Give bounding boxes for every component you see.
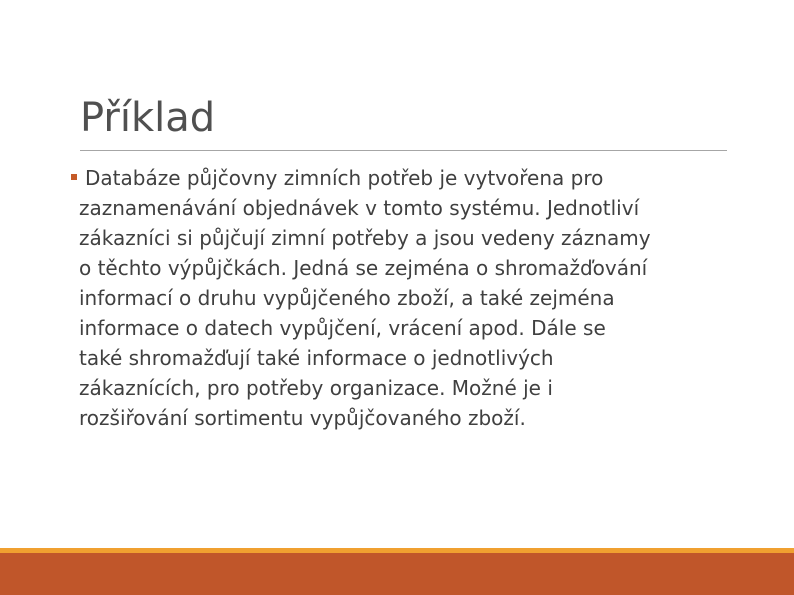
square-bullet-icon [71, 174, 77, 180]
text-line: informací o druhu vypůjčeného zboží, a také zejména [79, 286, 615, 310]
slide-title: Příklad [80, 95, 216, 141]
text-line: informace o datech vypůjčení, vrácení apod. Dále se [79, 316, 606, 340]
text-line: zákazníci si půjčují zimní potřeby a jsou vedeny záznamy [79, 226, 651, 250]
text-line: o těchto výpůjčkách. Jedná se zejména o shromažďování [79, 256, 648, 280]
footer-band [0, 553, 794, 595]
bullet-item [71, 163, 731, 433]
text-line: rozšiřování sortimentu vypůjčovaného zboží. [79, 406, 526, 430]
text-line: zaznamenávání objednávek v tomto systému. Jednotliví [79, 196, 640, 220]
bullet-text [79, 163, 731, 433]
title-divider [80, 150, 727, 151]
text-line: Databáze půjčovny zimních potřeb je vytvořena pro [85, 166, 604, 190]
text-line: zákaznících, pro potřeby organizace. Možné je i [79, 376, 553, 400]
bullet-list [71, 163, 731, 433]
text-line: také shromažďují také informace o jednotlivých [79, 346, 554, 370]
